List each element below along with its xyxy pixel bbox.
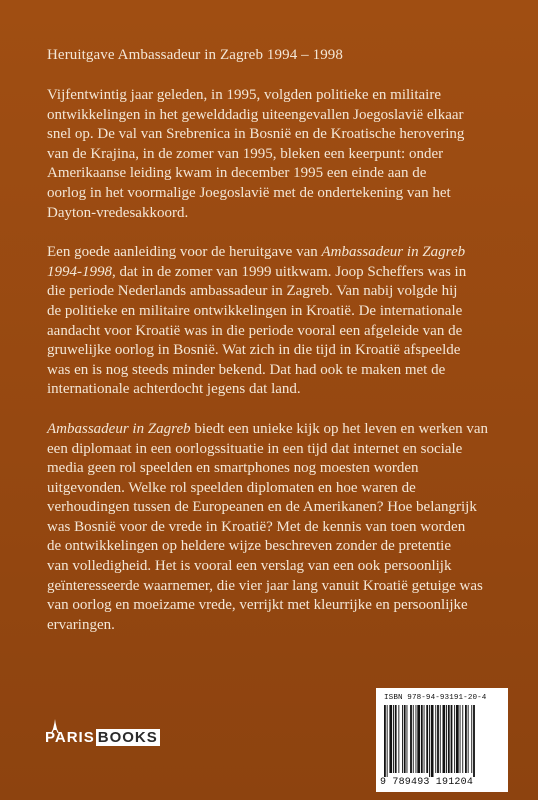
publisher-name [45,729,160,745]
text-line: uitgevonden. Welke rol speelden diplomaten en hoe waren de [47,479,416,496]
text-line: was en is nog steeds minder bekend. Dat had ook te maken met de [47,361,446,378]
text-line: een diplomaat in een oorlogssituatie in een tijd dat internet en sociale [47,440,463,457]
publisher-name-part1: PARIS [45,729,95,746]
publisher-name-part2: BOOKS [97,729,158,746]
text-line: was Bosnië voor de vrede in Kroatië? Met de kennis van toen worden [47,518,466,535]
text-line: gruwelijke oorlog in Bosnië. Wat zich in die tijd in Kroatië afspeelde [47,342,461,359]
isbn-barcode [376,688,508,792]
text-line: de ontwikkelingen op heldere wijze beschreven zonder de pretentie [47,538,451,555]
publisher-logo [40,723,181,749]
text-line [47,243,507,263]
cover-heading: Heruitgave Ambassadeur in Zagreb 1994 – 1998 [47,47,343,63]
text-fragment: Een goede aanleiding voor de heruitgave van [47,244,322,261]
text-line: ervaringen. [47,616,115,633]
text-line: de politieke en militaire ontwikkelingen in Kroatië. De internationale [47,302,463,319]
text-line: internationale achterdocht jegens dat land. [47,381,301,398]
text-line: geïnteresseerde waarnemer, die vier jaar lang vanuit Kroatië getuige was [47,577,483,594]
paragraph-2 [47,243,507,400]
text-fragment: biedt een unieke kijk op het leven en werken van [190,420,489,437]
text-line: van volledigheid. Het is vooral een verslag van een ook persoonlijk [47,558,452,575]
paragraph-3 [47,420,507,636]
text-line: oorlog in het voormalige Joegoslavië met de ondertekening van het [47,184,451,201]
barcode-bars [384,705,500,777]
text-line: van de Krajina, in de zomer van 1995, bleken een keerpunt: onder [47,145,444,162]
paragraph-1 [47,86,507,223]
book-years-italic: 1994-1998 [47,263,112,280]
text-line: Vijfentwintig jaar geleden, in 1995, volgden politieke en militaire [47,87,441,103]
text-line: aandacht voor Kroatië was in die periode vooral een afgeleide van de [47,322,463,339]
blurb-text [47,86,507,655]
text-fragment: , dat in de zomer van 1999 uitkwam. Joop Scheffers was in [112,263,467,280]
isbn-label: ISBN 978-94-93191-20-4 [384,694,487,702]
book-title-italic: Ambassadeur in Zagreb [47,420,191,437]
text-line: ontwikkelingen in het gewelddadig uiteengevallen Joegoslavië elkaar [47,106,464,123]
book-title-italic: Ambassadeur in Zagreb [321,244,466,261]
text-line [47,263,507,283]
text-line: Dayton-vredesakkoord. [47,204,189,221]
text-line: die periode Nederlands ambassadeur in Zagreb. Van nabij volgde hij [47,283,458,300]
barcode-number: 9 789493 191204 [380,777,474,788]
text-line: media geen rol speelden en smartphones nog moesten worden [47,460,419,477]
text-line [47,420,507,440]
text-line: van oorlog en moeizame vrede, verrijkt met kleurrijke en persoonlijke [47,597,468,614]
text-line: Amerikaanse leiding kwam in december 1995 een einde aan de [47,165,427,182]
text-line: snel op. De val van Srebrenica in Bosnië en de Kroatische herovering [47,126,465,143]
text-line: verhoudingen tussen de Europeanen en de Amerikanen? Hoe belangrijk [47,499,477,516]
